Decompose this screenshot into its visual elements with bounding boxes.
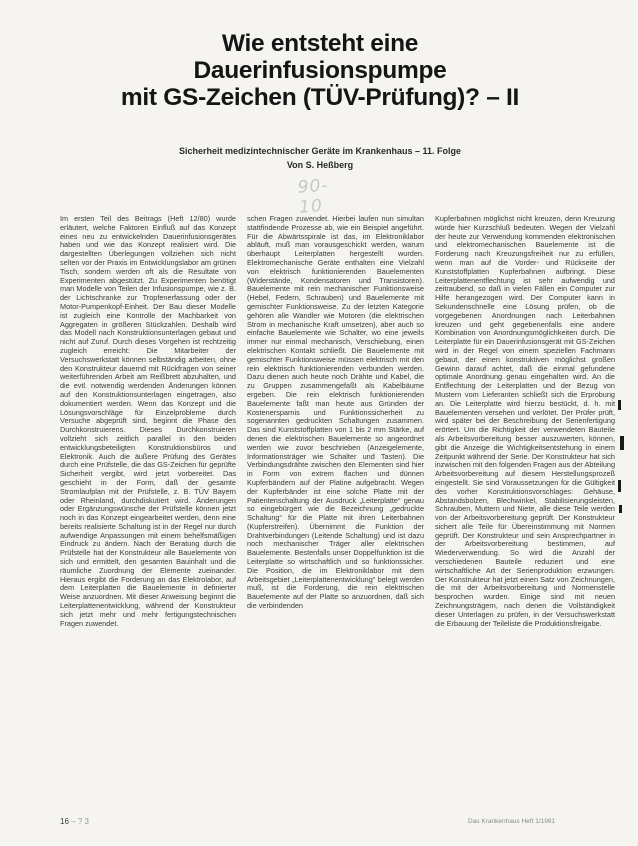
scan-edge-marks (618, 400, 624, 520)
text-column-2 (247, 215, 424, 815)
handwritten-note: 90-10 (297, 175, 330, 218)
series-subtitle: Sicherheit medizintechnischer Geräte im Krankenhaus – 11. Folge (178, 146, 462, 156)
column-2-text: schen Fragen zuwendet. Hierbei laufen nun simultan stattfindende Prozesse ab, wie ein Beispiel angeführt. Für die Abwärtsspirale ist das, im Elektroniklabor abläuft, muß man vorausgeschickt werden, warum überhaupt Leiterplatten hergestellt wurden. Elektromechanische Geräte enthalten eine Vielzahl von elektrisch funktionierenden Bauelementen (Widerstände, Kondensatoren und Transistoren). Bauelemente mit rein mechanischer Funktionsweise (Hebel, Federn, Schrauben) und Bauelemente mit gemischter Funktionsweise. Zu der letzten Kategorie gehören alle Wandler wie Motoren (die elektrischen Strom in mechanische Kraft umsetzen), aber auch so einfache Bauelemente wie Schalter, wo eine jeweils immer nur einmal mechanisch, Verschiebung, einen elektrischen Kontakt schließt. Die Bauelemente mit gemischter Funktionsweise müssen elektrisch mit den rein elektrisch funktionierenden verbunden werden. Dazu dienen auch heute noch Drähte und Kabel, die zu Gruppen zusammengefaßt als Kabelbäume ergeben. Die rein elektrisch funktionierenden Bauelemente faßt man heute aus Gründen der Kostenersparnis und Funktionssicherheit zu sogenannten gedruckten Schaltungen zusammen. Das sind Kunststoffplatten von 1 bis 2 mm Stärke, auf denen die elektrischen Bauelemente so angeordnet werden wie zuvor beschrieben (Anzeigelemente, Informationsträger wie Schalter und Tasten). Die Verbindungsdrähte zwischen den Elementen sind hier in Form von extrem flachen und dünnen Kupferbändern auf der Platine aufgebracht. Wegen der Kupferbänder ist eine solche Platte mit der Patientenschaltung der Ausdruck „Leiterplatte“ genau so eingebürgert wie die Bezeichnung „gedruckte Schaltung“ für die Platte mit ihren Leiterbahnen (Kupferstreifen). Übernimmt die Funktion der Drahtverbindungen (Leitende Schaltung) und ist dazu noch mechanischer Träger aller elektrischen Bauelemente. Bestenfalls unser Doppelfunktion ist die Leiterplatte so wirtschaftlich und so funktionssicher. Die Position, die im Elektroniklabor mit dem Arbeitsgebiet „Leiterplattenentwicklung“ belegt werden muß, ist die Forderung, die rein elektrischen Bauelemente auf der Platte so anzuordnen, daß sich die verbindenden (247, 215, 424, 611)
title-line-1: Wie entsteht eine (221, 30, 419, 57)
column-1-text: Im ersten Teil des Beitrags (Heft 12/80) wurde erläutert, welche Faktoren Einfluß auf das Konzept eines neu zu entwickelnden Dauerinfusionsgerätes haben und wie das Konzept realisiert wird. Die dargestellten Überlegungen vollziehen sich nicht selten vor der Praxis im Entwicklungslabor am grünen Tisch, sondern werden oft als die Resultate von Experimenten abgestützt. Zu Experimenten benötigt man Modelle von Teilen der Infusionspumpe, wie z. B. der Lichtschranke zur Tropfenerfassung oder der Motor-Pumpenkopf-Einheit. Der Bau dieser Modelle ist zugleich eine Kontrolle der Machbarkeit von Aggregaten in größeren Stückzahlen. Deshalb wird das Modell nach Konstruktionsunterlagen gebaut und nicht auf Zuruf. Durch dieses Vorgehen ist rechtzeitig zugleich erreicht: Die Mitarbeiter der Versuchswerkstatt können selbständig arbeiten, ohne den Konstrukteur dauernd mit Rückfragen von seiner weiterführenden Arbeit am Reißbrett abzuhalten, und die evtl. notwendig werdenden Änderungen können auf den Konstruktionsunterlagen eingetragen, also dokumentiert werden. Wenn das Konzept und die Lösungsvorschläge für Einzelprobleme durch Versuche abgeprüft sind, beginnt die Phase des Durchkonstruierens. Dieses Durchkonstruieren vollzieht sich zeitlich parallel in den beiden entwicklungsbeteiligten Konstruktionsbüros und Elektronik. Auch die äußere Prüfung des Gerätes durch eine Prüfstelle, die das GS-Zeichen für geprüfte Sicherheit vergibt, wird jetzt vorbereitet. Das geschieht in der Form, daß der gesamte Stromlaufplan mit der Prüfstelle, z. B. TÜV Bayern oder Rheinland, durchdiskutiert wird. Änderungen oder Ergänzungswünsche der Prüfstelle können jetzt noch in das Konzept eingearbeitet werden, denn eine bereits realisierte Schaltung ist in der Regel nur durch aufwendige Anpassungen mit einem behelfsmäßigen Eindruck zu ändern. Nach der Beratung durch die Prüfstelle hat der Konstrukteur alle Bauelemente von sich und ermittelt, den gesamten Bauinhalt und die räumliche Zuordnung der Elemente zueinander. Hieraus ergibt die Forderung an das Elektrolabor, auf dem Leiterplatten die Bauelemente in definierter Weise anzuordnen. Mit dieser Anweisung beginnt die Leiterplattenentwicklung, während der Konstrukteur sich jetzt mehr und mehr fertigungstechnischen Fragen zuwendet. (60, 215, 236, 628)
text-column-3 (435, 215, 615, 815)
page-number: 16 (60, 817, 69, 826)
journal-footer: Das Krankenhaus Heft 1/1981 (468, 818, 556, 825)
column-3-text: Kupferbahnen möglichst nicht kreuzen, denn Kreuzung würde hier Kurzschluß bedeuten. Wegen der Vielzahl der heute zur Verwendung kommenden elektronischen und elektromechanischen Bauelemente ist die Forderung nach Kreuzungsfreiheit nur zu erfüllen, wenn man auf die Vorder- und Rückseite der Kunststoffplatten Kupferbahnen aufbringt. Diese Leiterplattenentflechtung ist sehr aufwendig und zeitraubend, so daß in vielen Fällen ein Computer zur Hilfe herangezogen wird. Der Computer kann in Sekundenschnelle eine Lösung prüfen, ob die vorgegebenen Anordnungen nach Leiterbahnen kreuzen und geht gegebenenfalls eine andere Kombination von Anordnungsmöglichkeiten durch. Die Leiterplatte für ein Dauerinfusionsgerät mit GS-Zeichen wird in der Regel von einem speziellen Fachmann gebaut, der einen konstruktiven möglichst großen Gewinn darauf achtet, daß die einmal gefundene optimale Anordnung genau eingehalten wird. An die Entflechtung der Leiterplatten und der Bezug von Mustern vom Lieferanten schließt sich die Erprobung an. Die Leiterplatte wird hierzu bestückt, d. h. mit Bauelementen versehen und verlötet. Der Prüfer prüft, wird später bei der Beschreibung der Serienfertigung erörtert. Um die Richtigkeit der verwendeten Bauteile als Arbeitsvorbereitung besser auszuwerten, können, gibt die Anzeige die Wichtigkeitsentstehung in einem Zeitpunkt während der Serie. Der Konstrukteur hat sich inzwischen mit den folgenden Fragen aus der Abteilung Arbeitsvorbereitung auf diesem Herstellungsprozeß eingestellt. Sie sind Voraussetzungen für die Gültigkeit des vorher Konstruktionsvorschlages: Gehäuse, Abstandsbolzen, Blechwinkel, Stabilisierungsleisten, Schrauben, Muttern und Niete, alle diese Teile werden von der Arbeitsvorbereitung geprüft. Der Konstrukteur sichert alle Teile für Übereinstimmung mit Normen geprüft. Der Konstrukteur und sein Ansprechpartner in der Arbeitsvorbereitung bestimmen, auf Wiederverwendung. So wird die Anzahl der verschiedenen Bauteile reduziert und eine wirtschaftliche Art der Serienproduktion erzwungen. Der Konstrukteur hat jetzt einen Satz von Zeichnungen, die mit der Arbeitsvorbereitung und Normenstelle besprochen wurden. Einige sind mit neuen Zeichnungsträgern, nach denen die Vollständigkeit dieser Unterlagen zu prüfen, in der Versuchswerkstatt die Erbauung der Teileliste die Produktionsfreigabe. (435, 215, 615, 628)
author-line: Von S. Heßberg (286, 160, 354, 170)
title-line-2: Dauerinfusionspumpe (193, 57, 447, 84)
page-mark: – ? 3 (71, 817, 89, 826)
title-line-3: mit GS-Zeichen (TÜV-Prüfung)? – II (120, 84, 520, 111)
page-footer-left (60, 817, 89, 826)
article-title (60, 30, 580, 111)
text-column-1 (60, 215, 236, 815)
